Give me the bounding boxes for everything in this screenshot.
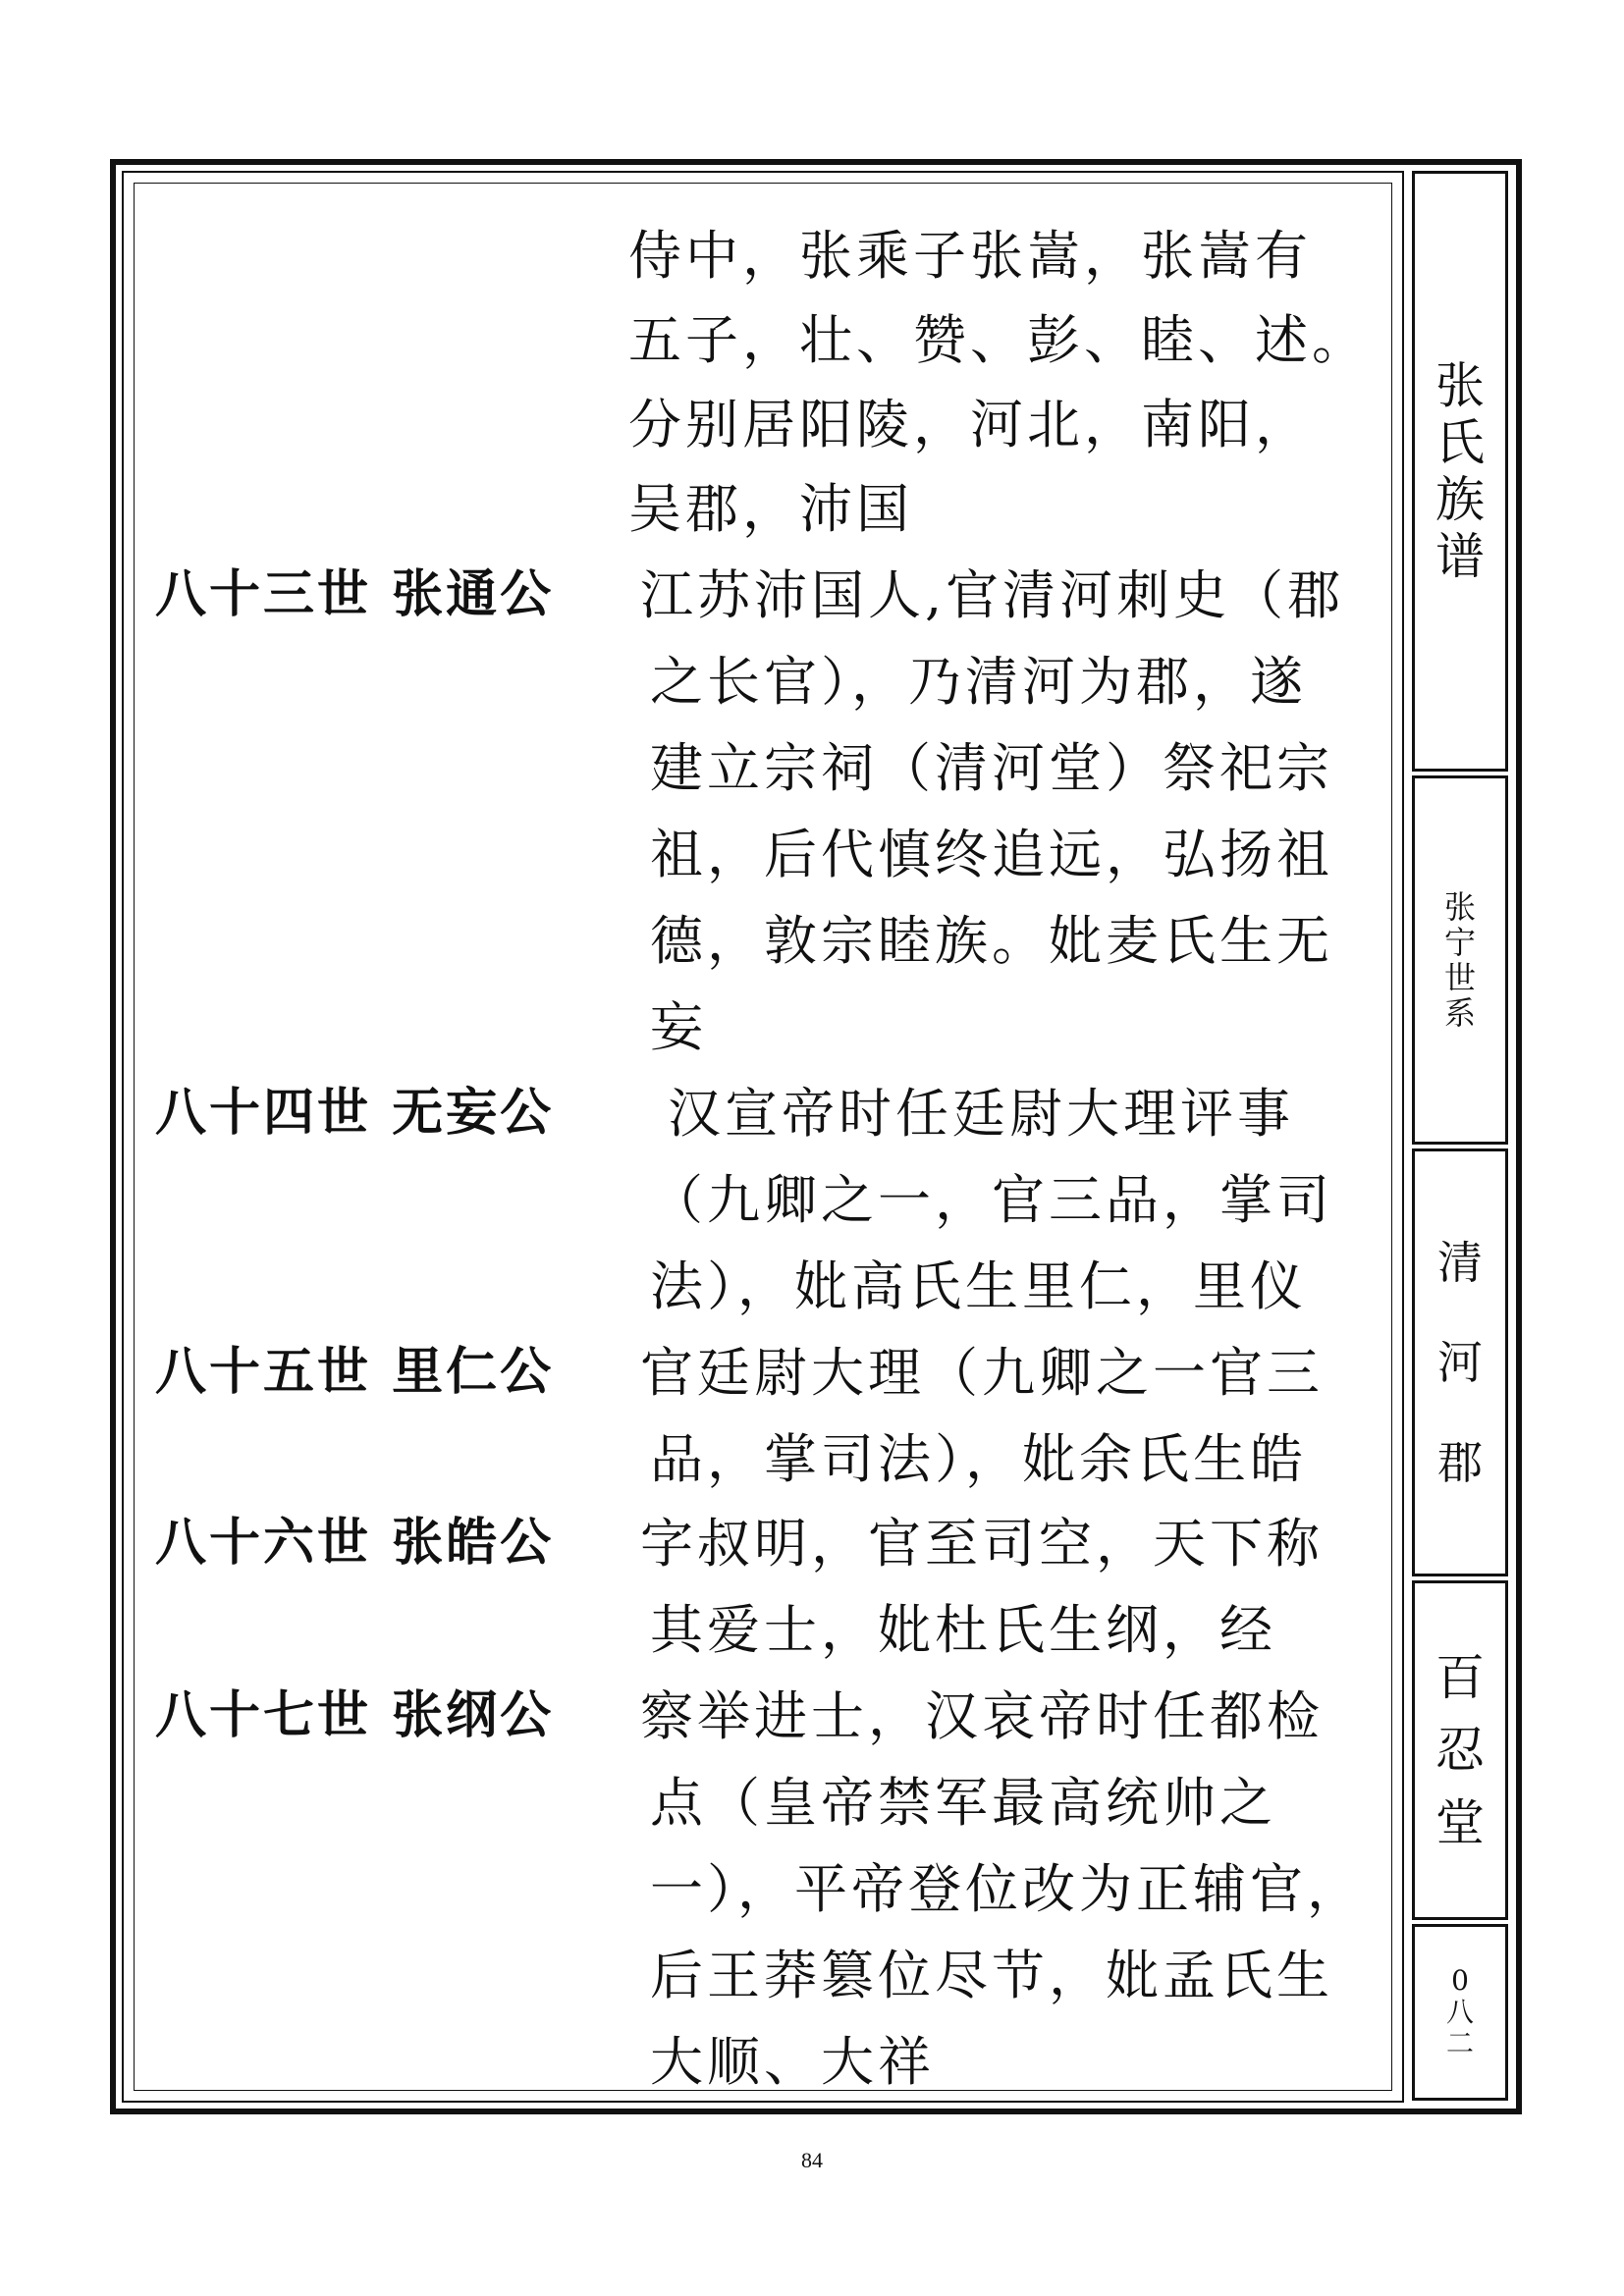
entry-line: （九卿之一，官三品，掌司	[650, 1169, 1333, 1231]
ancestor-name: 张通公	[392, 565, 555, 624]
side-folio-char: 0	[1451, 1964, 1469, 1997]
entry-line: 大顺、大祥	[650, 2031, 935, 2093]
side-column	[1404, 165, 1516, 2109]
entry-line: 品，掌司法），妣余氏生皓	[650, 1428, 1307, 1490]
entry-line: 德，敦宗睦族。妣麦氏生无	[650, 910, 1333, 972]
intro-line: 侍中，张乘子张嵩，张嵩有	[628, 225, 1312, 287]
entry-line: 点（皇帝禁军最高统帅之	[650, 1772, 1276, 1834]
side-title-char: 张	[1435, 357, 1485, 414]
ancestor-name: 无妄公	[392, 1084, 555, 1143]
entry-line: 察举进士，汉哀帝时任都检	[640, 1685, 1324, 1747]
side-hall-char: 忍	[1435, 1722, 1485, 1779]
generation-label: 八十七世	[155, 1686, 372, 1745]
side-title-char: 族	[1435, 471, 1485, 528]
generation-label: 八十五世	[155, 1343, 372, 1402]
ancestor-name: 张纲公	[392, 1686, 555, 1745]
side-hall-char: 百	[1435, 1649, 1485, 1706]
entry-line: 一），平帝登位改为正辅官，	[650, 1858, 1364, 1920]
entry-label	[155, 1343, 555, 1402]
entry-line: 字叔明，官至司空，天下称	[640, 1513, 1324, 1575]
side-folio-char: 八	[1445, 1996, 1474, 2028]
side-subtitle-char: 世	[1443, 959, 1476, 996]
side-hall-cell	[1412, 1580, 1508, 1920]
entry-line: 江苏沛国人,官清河刺史（郡	[640, 564, 1345, 626]
entry-line: 其爱士，妣杜氏生纲，经	[650, 1599, 1276, 1661]
intro-line: 五子，壮、赞、彭、睦、述。	[628, 309, 1369, 371]
entry-line: 之长官），乃清河为郡，遂	[650, 651, 1307, 713]
side-hall-char: 堂	[1435, 1794, 1485, 1851]
entry-line: 建立宗祠（清河堂）祭祀宗	[650, 737, 1333, 799]
side-folio-cell	[1412, 1924, 1508, 2101]
ancestor-name: 里仁公	[392, 1343, 555, 1402]
generation-label: 八十四世	[155, 1084, 372, 1143]
entry-label	[155, 1686, 555, 1745]
side-subtitle-char: 张	[1443, 888, 1476, 926]
side-place-char: 河	[1437, 1336, 1483, 1389]
entry-label	[155, 1084, 555, 1143]
entry-line: 妄	[650, 996, 707, 1058]
side-title-char: 谱	[1435, 528, 1485, 585]
entry-line: 汉宣帝时任廷尉大理评事	[668, 1083, 1294, 1145]
entry-label	[155, 1514, 555, 1573]
side-subtitle-char: 宁	[1443, 924, 1476, 961]
side-folio-char: 二	[1445, 2027, 1474, 2059]
side-title-cell	[1412, 171, 1508, 772]
entry-line: 后王莽篡位尽节，妣孟氏生	[650, 1945, 1333, 2006]
side-place-cell	[1412, 1148, 1508, 1576]
generation-label: 八十三世	[155, 565, 372, 624]
entry-label	[155, 565, 555, 624]
generation-label: 八十六世	[155, 1514, 372, 1573]
entry-line: 官廷尉大理（九卿之一官三	[640, 1342, 1324, 1404]
side-place-char: 清	[1437, 1236, 1483, 1289]
page-number: 84	[801, 2148, 823, 2172]
side-subtitle-cell	[1412, 775, 1508, 1145]
intro-line: 分别居阳陵，河北，南阳，	[628, 394, 1312, 455]
entry-line: 祖，后代慎终追远，弘扬祖	[650, 824, 1333, 885]
entry-line: 法），妣高氏生里仁，里仪	[650, 1255, 1307, 1317]
intro-line: 吴郡，沛国	[628, 478, 913, 540]
side-subtitle-char: 系	[1443, 994, 1476, 1032]
side-place-char: 郡	[1437, 1436, 1483, 1489]
ancestor-name: 张皓公	[392, 1514, 555, 1573]
side-title-char: 氏	[1435, 414, 1485, 471]
